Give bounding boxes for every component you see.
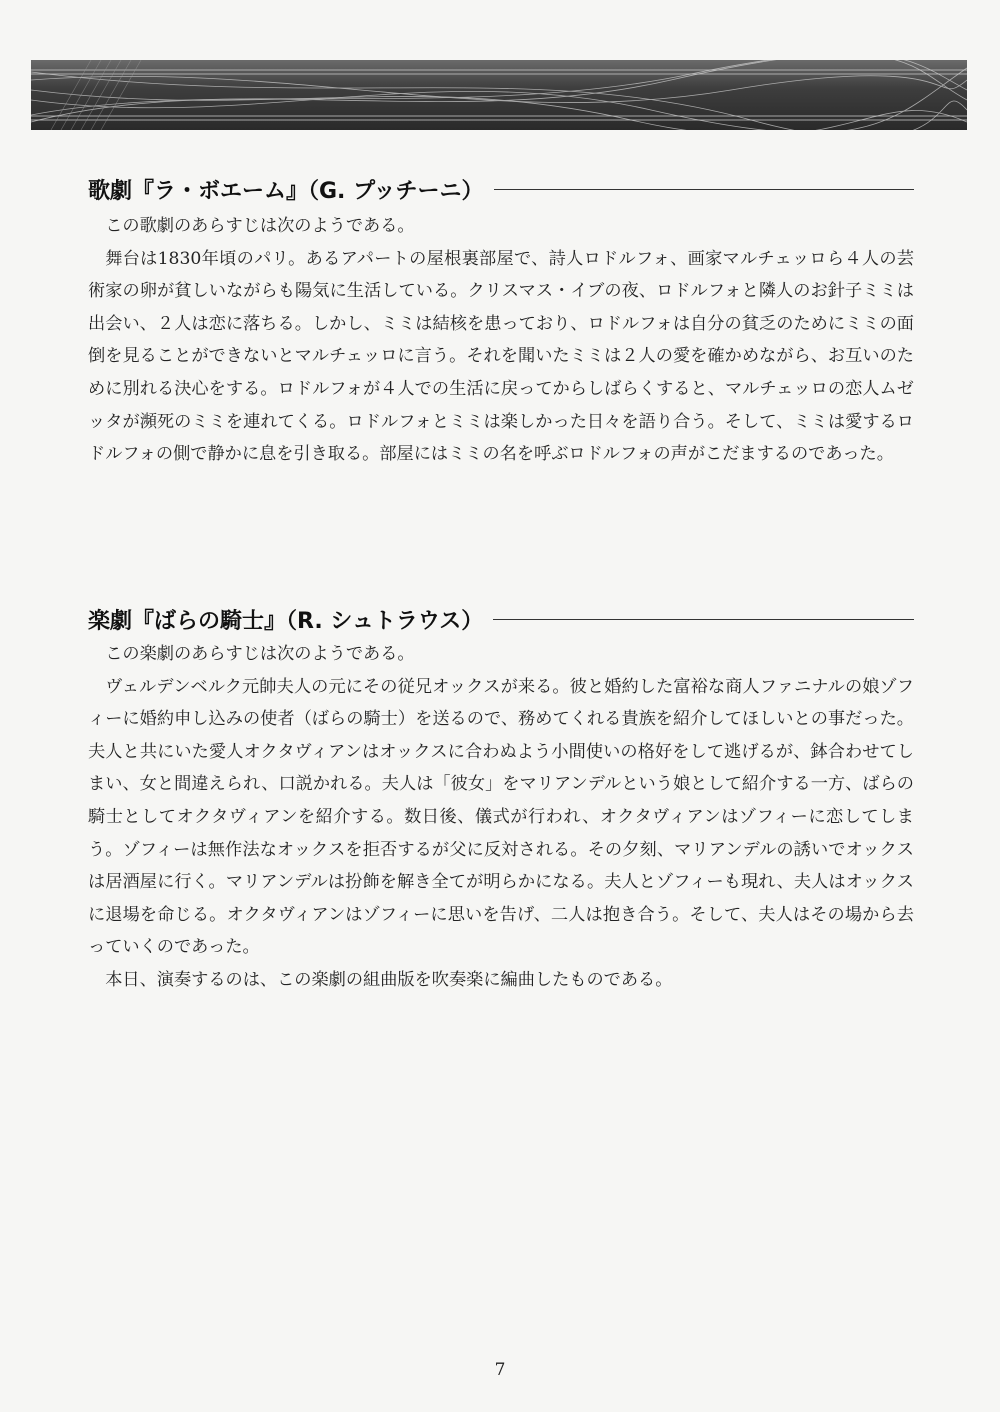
paragraph: 舞台は1830年頃のパリ。あるアパートの屋根裏部屋で、詩人ロドルフォ、画家マルチェッロら４人の芸術家の卵が貧しいながらも陽気に生活している。クリスマス・イブの夜、ロドルフォと隣人のお針子ミミは出会い、２人は恋に落ちる。しかし、ミミは結核を患っており、ロドルフォは自分の貧乏のためにミミの面倒を見ることができないとマルチェッロに言う。それを聞いたミミは２人の愛を確かめながら、お互いのために別れる決心をする。ロドルフォが４人での生活に戻ってからしばらくすると、マルチェッロの恋人ムゼッタが瀕死のミミを連れてくる。ロドルフォとミミは楽しかった日々を語り合う。そして、ミミは愛するロドルフォの側で静かに息を引き取る。部屋にはミミの名を呼ぶロドルフォの声がこだまするのであった。: [88, 248, 914, 465]
page-number: 7: [494, 1360, 506, 1380]
paragraph: ヴェルデンベルク元帥夫人の元にその従兄オックスが来る。彼と婚約した富裕な商人ファニナルの娘ゾフィーに婚約申し込みの使者（ばらの騎士）を送るので、務めてくれる貴族を紹介してほしいとの事だった。夫人と共にいた愛人オクタヴィアンはオックスに合わぬよう小間使いの格好をして逃げるが、鉢合わせてしまい、女と間違えられ、口説かれる。夫人は「彼女」をマリアンデルという娘として紹介する一方、ばらの騎士としてオクタヴィアンを紹介する。数日後、儀式が行われ、オクタヴィアンはゾフィーに恋してしまう。ゾフィーは無作法なオックスを拒否するが父に反対される。その夕刻、マリアンデルの誘いでオックスは居酒屋に行く。マリアンデルは扮飾を解き全てが明らかになる。夫人とゾフィーも現れ、夫人はオックスに退場を命じる。オクタヴィアンはゾフィーに思いを告げ、二人は抱き合う。そして、夫人はその場から去っていくのであった。: [88, 676, 914, 958]
paragraph: この楽劇のあらすじは次のようである。: [105, 644, 415, 664]
section-body: [88, 210, 914, 471]
header-banner: [31, 60, 967, 130]
section-title: 楽劇『ばらの騎士』（R. シュトラウス）: [88, 608, 484, 634]
heading-rule: [494, 189, 914, 190]
section-la-boheme: [88, 172, 914, 471]
section-rosenkavalier: [88, 602, 914, 997]
section-title: 歌劇『ラ・ボエーム』（G. プッチーニ）: [88, 178, 484, 204]
section-heading: [88, 602, 914, 636]
paragraph: この歌劇のあらすじは次のようである。: [105, 216, 415, 236]
banner-decoration: [31, 60, 967, 130]
section-heading: [88, 172, 914, 206]
paragraph: 本日、演奏するのは、この楽劇の組曲版を吹奏楽に編曲したものである。: [105, 969, 673, 990]
heading-rule: [493, 619, 914, 620]
section-body: [88, 638, 914, 997]
